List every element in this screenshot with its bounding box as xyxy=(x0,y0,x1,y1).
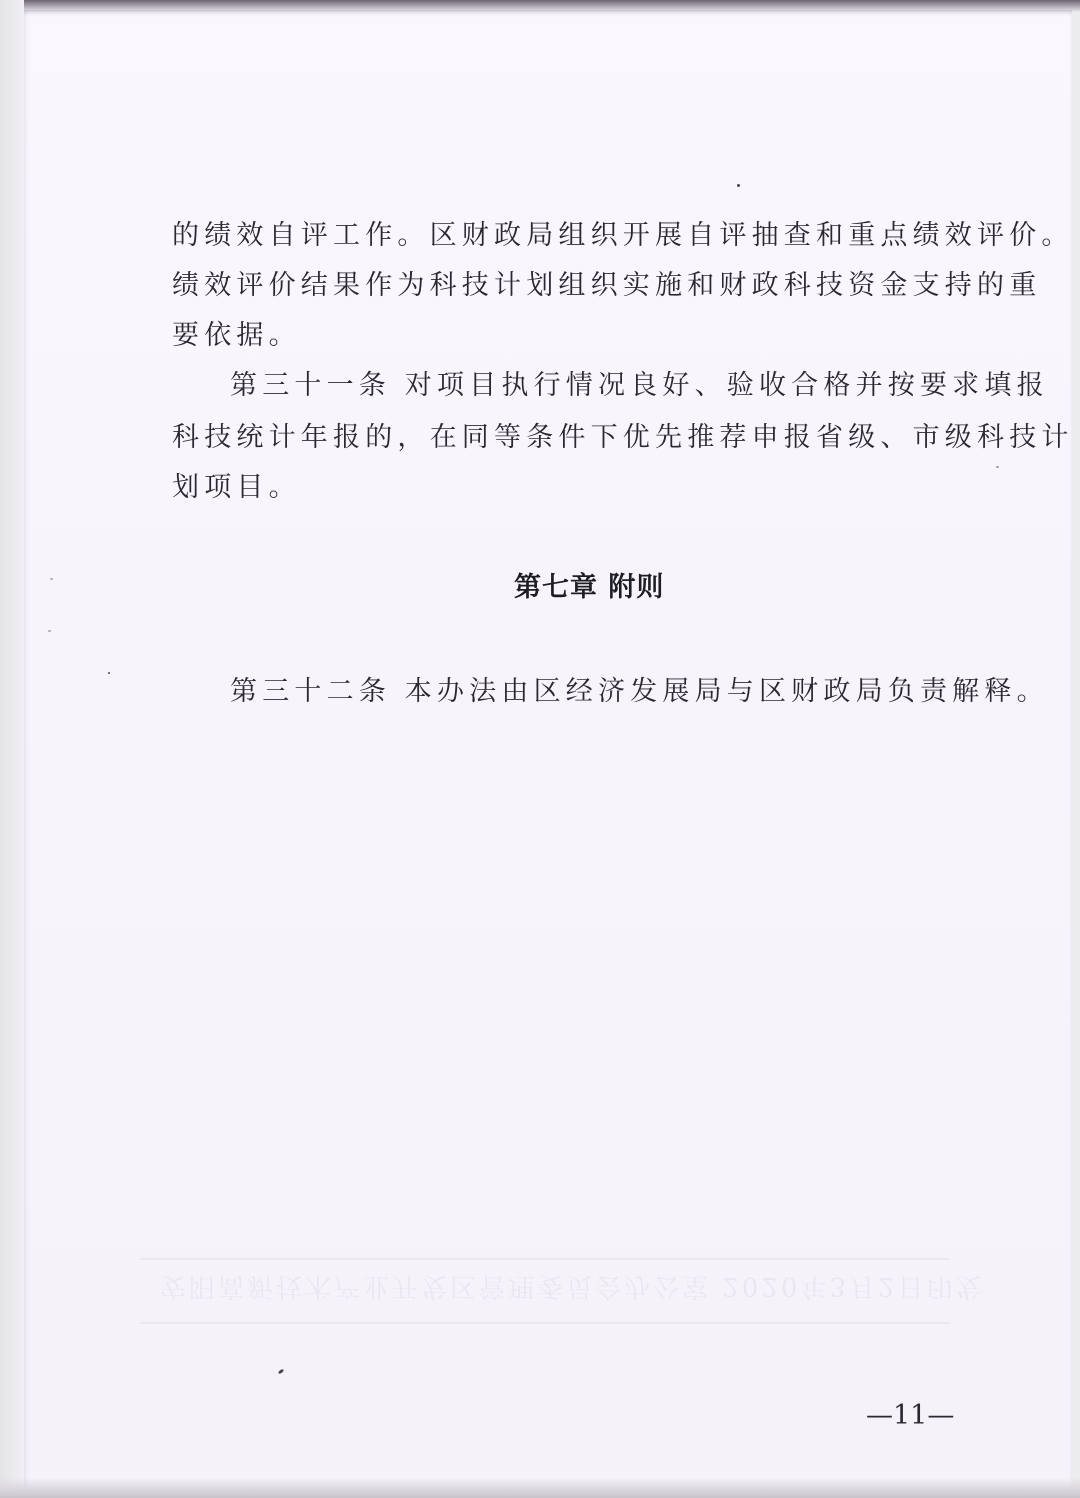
paragraph-2-line-2: 科技统计年报的，在同等条件下优先推荐申报省级、市级科技计 xyxy=(172,422,1074,453)
scan-speck xyxy=(996,466,999,468)
scan-speck xyxy=(50,578,53,580)
scan-top-edge xyxy=(0,0,1080,12)
chapter-heading: 第七章 附则 xyxy=(514,572,665,603)
paragraph-1-line-1: 的绩效自评工作。区财政局组织开展自评抽查和重点绩效评价。 xyxy=(172,220,1074,251)
page-number: —11— xyxy=(866,1400,955,1431)
paragraph-2-line-3: 划项目。 xyxy=(172,472,301,503)
paragraph-3-line-1: 第三十二条 本办法由区经济发展局与区财政局负责解释。 xyxy=(230,676,1049,707)
scan-left-edge xyxy=(0,0,24,1498)
paragraph-2-line-1: 第三十一条 对项目执行情况良好、验收合格并按要求填报 xyxy=(230,370,1049,401)
paragraph-1-line-2: 绩效评价结果作为科技计划组织实施和财政科技资金支持的重 xyxy=(172,270,1042,301)
scan-speck xyxy=(108,672,110,674)
paragraph-1-line-3: 要依据。 xyxy=(172,320,301,351)
scan-speck xyxy=(48,630,51,632)
bleed-through-footer-text: 安阳高新技术产业开发区管理委员会办公室 2020年3月2日印发 xyxy=(160,1271,985,1301)
scan-bottom-edge xyxy=(0,1478,1080,1498)
scan-speck xyxy=(737,184,740,187)
